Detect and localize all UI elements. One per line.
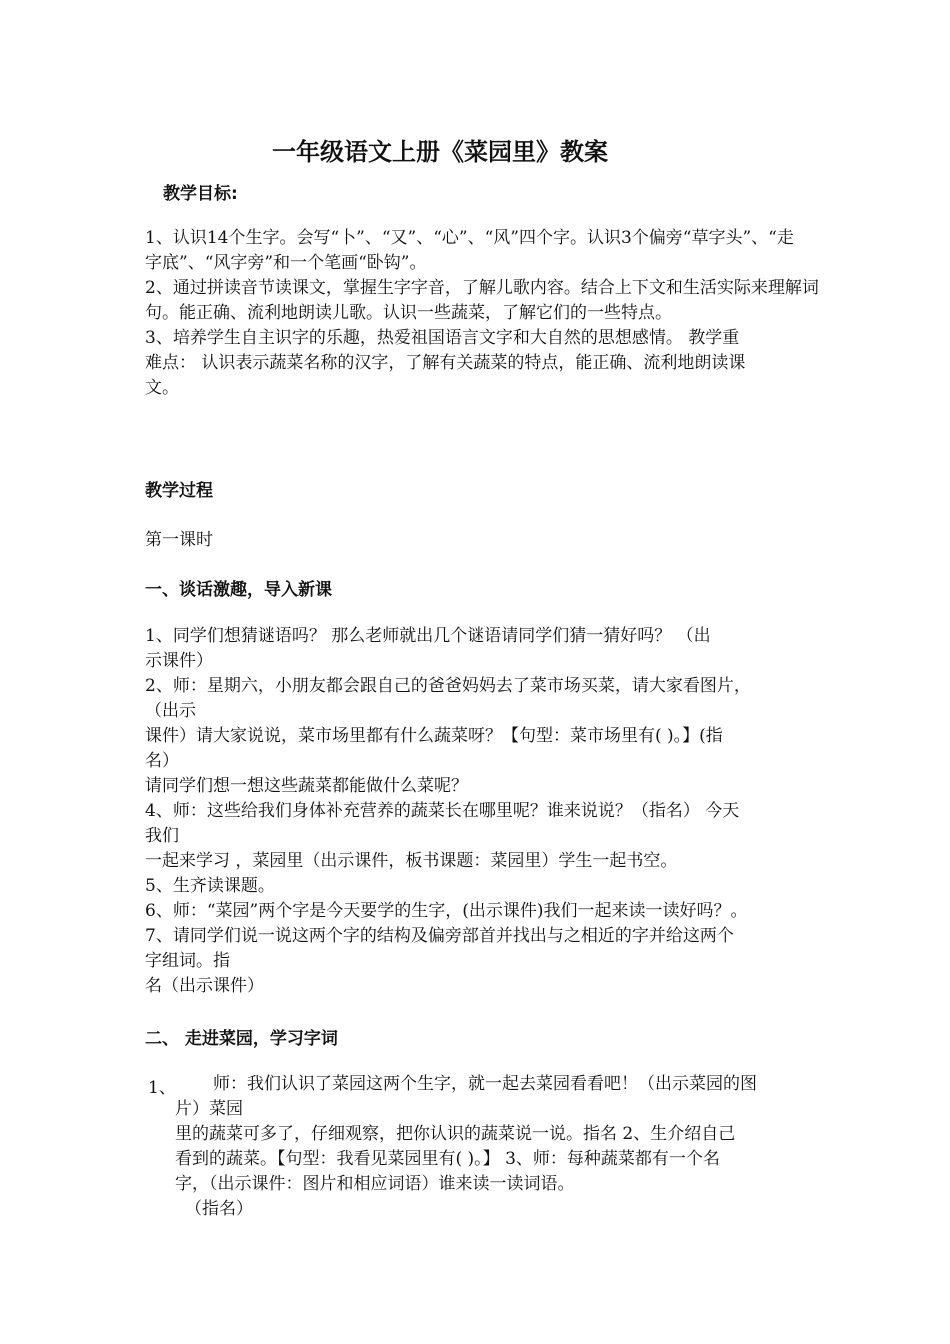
text-line: 字，（出示课件：图片和相应词语）谁来读一读词语。 xyxy=(175,1174,575,1194)
section2-paragraph xyxy=(175,1072,815,1222)
text-line: 1、同学们想猜谜语吗？ 那么老师就出几个谜语请同学们猜一猜好吗？ （出 xyxy=(145,626,711,646)
text-line: 示课件） xyxy=(145,651,213,671)
section1-heading: 一、谈话激趣，导入新课 xyxy=(145,580,332,600)
section1-paragraph xyxy=(145,624,815,999)
text-line: 看到的蔬菜。【句型：我看见菜园里有( )。】 3、师：每种蔬菜都有一个名 xyxy=(175,1149,720,1169)
text-line: 5、生齐读课题。 xyxy=(145,876,275,896)
section2-item-number: 1、 xyxy=(148,1078,176,1098)
text-line: 师：我们认识了菜园这两个生字，就一起去菜园看看吧！（出示菜园的图 xyxy=(213,1074,757,1094)
text-line: 我们 xyxy=(145,826,179,846)
process-heading: 教学过程 xyxy=(145,481,213,501)
text-line: 片）菜园 xyxy=(175,1099,243,1119)
text-line: 句。能正确、流利地朗读儿歌。认识一些蔬菜，了解它们的一些特点。 xyxy=(145,303,672,323)
text-line: 2、通过拼读音节读课文，掌握生字字音，了解儿歌内容。结合上下文和生活实际来理解词 xyxy=(145,278,819,298)
text-line: 2、师：星期六，小朋友都会跟自己的爸爸妈妈去了菜市场买菜，请大家看图片， xyxy=(145,676,751,696)
text-line: 6、师：“菜园”两个字是今天要学的生字，(出示课件)我们一起来读一读好吗？。 xyxy=(145,901,748,921)
text-line: 难点： 认识表示蔬菜名称的汉字，了解有关蔬菜的特点，能正确、流利地朗读课 xyxy=(145,353,746,373)
text-line: 字底”、“风字旁”和一个笔画“卧钩”。 xyxy=(145,253,427,273)
text-line: 字组词。指 xyxy=(145,951,230,971)
lesson-label: 第一课时 xyxy=(145,530,213,550)
text-line: 7、请同学们说一说这两个字的结构及偏旁部首并找出与之相近的字并给这两个 xyxy=(145,926,734,946)
text-line: 1、认识14个生字。会写“卜”、“又”、“心”、“风”四个字。认识3个偏旁“草字头”、“走 xyxy=(145,228,794,248)
text-line: 课件）请大家说说，菜市场里都有什么蔬菜呀？【句型：菜市场里有( )。】(指 xyxy=(145,726,723,746)
text-line: （指名） xyxy=(185,1199,253,1219)
text-line: 文。 xyxy=(145,378,179,398)
text-line: 请同学们想一想这些蔬菜都能做什么菜呢？ xyxy=(145,776,468,796)
text-line: （出示 xyxy=(145,701,196,721)
section2-heading: 二、 走进菜园，学习字词 xyxy=(145,1029,338,1049)
text-line: 名） xyxy=(145,751,179,771)
text-line: 3、培养学生自主识字的乐趣，热爱祖国语言文字和大自然的思想感情。 教学重 xyxy=(145,328,740,348)
objectives-heading: 教学目标: xyxy=(163,184,238,204)
text-line: 里的蔬菜可多了，仔细观察，把你认识的蔬菜说一说。指名 2、生介绍自己 xyxy=(175,1124,736,1144)
text-line: 一起来学习 ，菜园里（出示课件，板书课题：菜园里）学生一起书空。 xyxy=(145,851,678,871)
text-line: 名（出示课件） xyxy=(145,976,264,996)
document-title: 一年级语文上册《菜园里》教案 xyxy=(272,138,608,166)
text-line: 4、师：这些给我们身体补充营养的蔬菜长在哪里呢？谁来说说？（指名） 今天 xyxy=(145,801,740,821)
objectives-paragraph xyxy=(145,226,819,401)
